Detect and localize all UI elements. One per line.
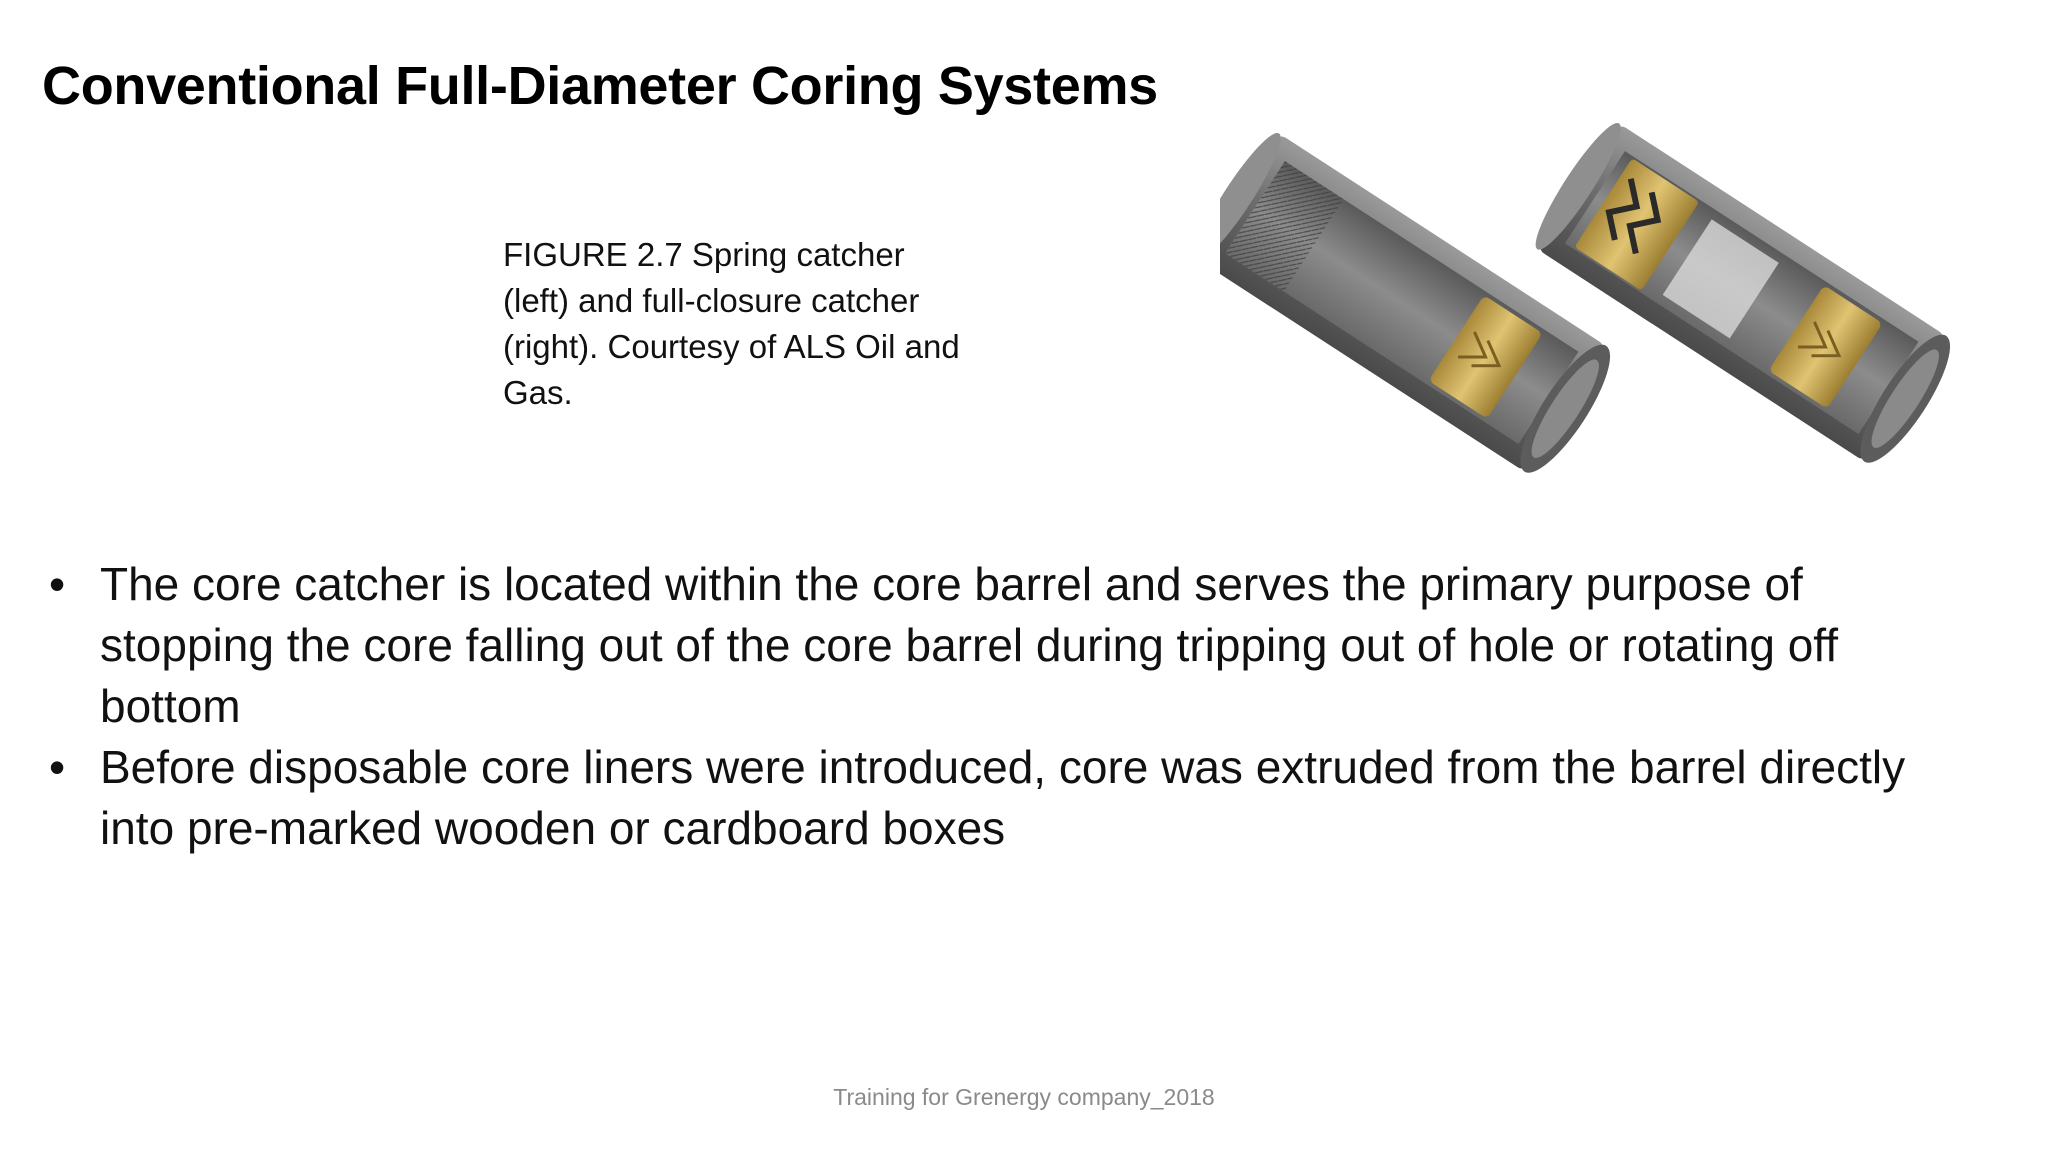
figure-caption: FIGURE 2.7 Spring catcher (left) and full-closure catcher (right). Courtesy of ALS Oil and Gas. <box>503 236 960 411</box>
bullet-text: The core catcher is located within the core barrel and serves the primary purpose of stopping the core falling out of the core barrel during tripping out of hole or rotating off bottom <box>100 558 1839 732</box>
slide-title: Conventional Full-Diameter Coring Systems <box>42 56 1158 116</box>
bullet-marker: • <box>48 558 66 610</box>
slide-footer: Training for Grenergy company_2018 <box>833 1084 1215 1110</box>
full-closure-catcher-illustration <box>1526 116 1965 474</box>
bullet-text: Before disposable core liners were introduced, core was extruded from the barrel directly into pre-marked wooden or cardboard boxes <box>100 741 1906 854</box>
bullet-marker: • <box>48 741 66 793</box>
bullet-list <box>40 554 1980 859</box>
spring-catcher-illustration <box>1220 126 1625 484</box>
core-catcher-figure <box>1220 110 1980 490</box>
bullet-item <box>40 737 1980 859</box>
bullet-item <box>40 554 1980 737</box>
